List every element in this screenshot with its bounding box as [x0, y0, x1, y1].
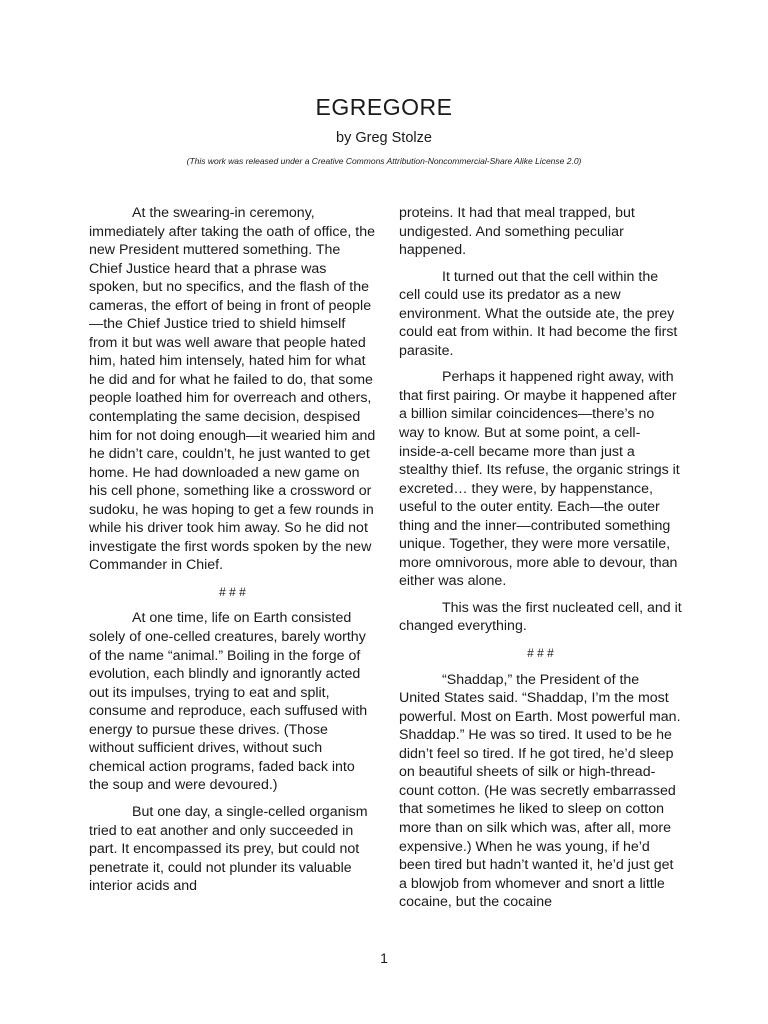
- paragraph: This was the first nucleated cell, and it changed everything.: [399, 599, 682, 635]
- document-title: EGREGORE: [315, 94, 453, 120]
- paragraph-continued: proteins. It had that meal trapped, but undigested. And something peculiar happened.: [399, 205, 635, 259]
- section-separator: # # #: [219, 584, 246, 599]
- page-number: 1: [380, 950, 388, 966]
- paragraph: “Shaddap,” the President of the United States said. “Shaddap, I’m the most powerful. Most on Earth. Most powerful man. Shaddap.” He was so tired. It used to be he didn’t feel so tired. If he got tired, he’d sleep on beautiful sheets of silk or high-thread-count cotton. (He was secretly embarrassed that sometimes he liked to sleep on cotton more than on silk which was, after all, more expensive.) When he was young, if he’d been tired but hadn’t wanted it, he’d just get a blowjob from whomever and snort a little cocaine, but the cocaine: [399, 671, 681, 911]
- paragraph: Perhaps it happened right away, with that first pairing. Or maybe it happened after a billion similar coincidences—there’s no way to know. But at some point, a cell-inside-a-cell became more than just a stealthy thief. Its refuse, the organic strings it excreted… they were, by happenstance, useful to the outer entity. Each—the outer thing and the inner—contributed something unique. Together, they were more versatile, more omnivorous, more able to devour, than either was alone.: [399, 369, 680, 590]
- paragraph: At the swearing-in ceremony, immediately after taking the oath of office, the new President muttered something. The Chief Justice heard that a phrase was spoken, but no specifics, and the flash of the cameras, the effort of being in front of people—the Chief Justice tried to shield himself from it but was well aware that people hated him, hated him intensely, hated him for what he did and for what he failed to do, that some people loathed him for overreach and others, contemplating the same decision, despised him for not doing enough—it wearied him and he didn’t care, couldn’t, he just wanted to get home. He had downloaded a new game on his cell phone, something like a crossword or sudoku, he was hoping to get a few rounds in while his driver took him away. So he did not investigate the first words spoken by the new Commander in Chief.: [89, 205, 376, 574]
- paragraph: At one time, life on Earth consisted solely of one-celled creatures, barely worthy of the name “animal.” Boiling in the forge of evolution, each blindly and ignorantly acted out its impulses, trying to eat and split, consume and reproduce, each suffused with energy to pursue these drives. (Those without sufficient drives, without such chemical action programs, faded back into the soup and were devoured.): [89, 610, 368, 794]
- paragraph: But one day, a single-celled organism tried to eat another and only succeeded in part. It encompassed its prey, but could not penetrate it, could not plunder its valuable interior acids and: [89, 803, 368, 895]
- right-column: [399, 204, 682, 920]
- left-column: [89, 204, 376, 904]
- paragraph: It turned out that the cell within the cell could use its predator as a new environment. What the outside ate, the prey could eat from within. It had become the first parasite.: [399, 268, 678, 359]
- section-separator: # # #: [527, 646, 554, 661]
- license-note: (This work was released under a Creative Commons Attribution-Noncommercial-Share Alike License 2.0): [186, 156, 582, 166]
- author-byline: by Greg Stolze: [336, 130, 432, 146]
